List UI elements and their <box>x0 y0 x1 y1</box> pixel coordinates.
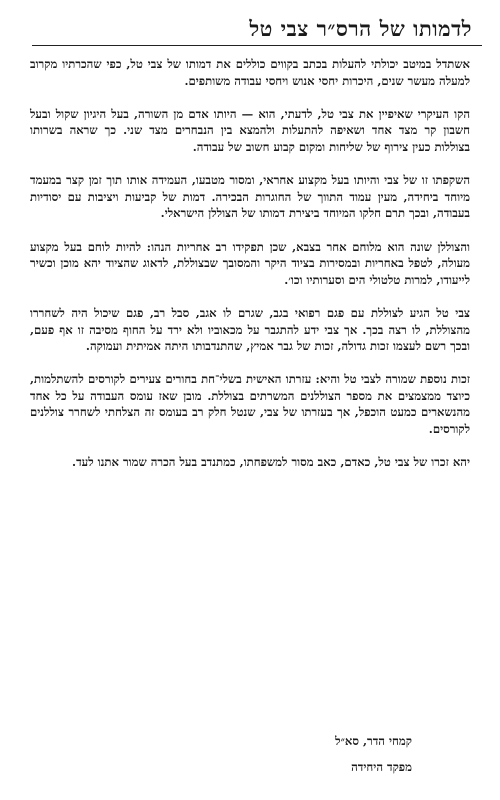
signature-block <box>335 728 412 780</box>
paragraph-1: אשתדל במיטב יכולתי להעלות בכתב בקווים כוללים את דמותו של צבי טל, כפי שהכרתיו מקרוב למעלה מעשר שנים, היכרות יחסי אנוש ויחסי עבודה משותפים. <box>30 57 470 88</box>
paragraph-3: השקפתו זו של צבי והיותו בעל מקצוע אחראי, ומסור מטבעו, העמידה אותו תוך זמן קצר במעמד מיוחד ביחידה, מעין עמוד התווך של החוגרות הבכירה. דמות של קביעות ויציבות עם יסודיות בעבודה, ובכך תרם חלקו המיוחד ביצירת דמותו של הצוללן הישראלי. <box>30 173 470 221</box>
page-title: לדמותו של הרס״ר צבי טל <box>249 16 472 41</box>
signature-role: מפקד היחידה <box>351 760 412 774</box>
paragraph-6: זכות נוספת שמורה לצבי טל והיא: עזרתו האישית בשלי־חת בחורים צעירים לקורסים להשתלמות, כיוצד ממצמצים את מספר הצוללנים המשרתים בצוללת. מובן שאז עומס העבודה על כל אחד מהנשארים כמעט הוכפל, אך בעזרתו של צבי, שנטל חלק רב בעומס זה הצלחתי לשחרר צוללנים לקורסים. <box>30 372 470 437</box>
signature-name: קמחי הדר, סא״ל <box>335 734 412 748</box>
paragraph-5: צבי טל הגיע לצוללת עם פגם רפואי בגב, שגרם לו אגב, סבל רב, פגם שיכול היה לשחררו מהצוללת, לו רצה בכך. אך צבי ידע להתגבר על מכאוביו ולא ירד על החוף מסיבה זו אף פעם, ובכך רשם לעצמו זכות גדולה, זכות של גבר אמיץ, שהתנדבותו היתה אמיתית ועמוקה. <box>30 305 470 354</box>
paragraph-7: יהא זכרו של צבי טל, כאדם, כאב מסור למשפחתו, כמתנדב בעל הכרה שמור אתנו לעד. <box>72 455 470 470</box>
title-divider <box>32 45 482 46</box>
paragraph-2: הקו העיקרי שאיפיין את צבי טל, לדעתי, הוא — היותו אדם מן השורה, בעל היגיון שקול ובעל חשבון קר מצד אחד ושאיפה להתעלות ולהמצא בין הנבחרים מצד שני. כך שראה בשרותו בצוללות כעין צירוף של שליחות ומקום קבוע חשוב של עבודה. <box>30 106 470 154</box>
paragraph-4: והצוללן שונה הוא מלוחם אחר בצבא, שכן תפקידו רב אחריות הנהו: להיות לוחם בעל מקצוע מעולה, לטפל באחריות ובמסירות בציוד היקר והמסובך שבצוללת, לדאוג שהציוד יהא מוכן וכשיר לייעודו, למרות טלטולי הים וסערותיו וכו׳. <box>30 239 470 287</box>
document-body <box>30 56 470 487</box>
